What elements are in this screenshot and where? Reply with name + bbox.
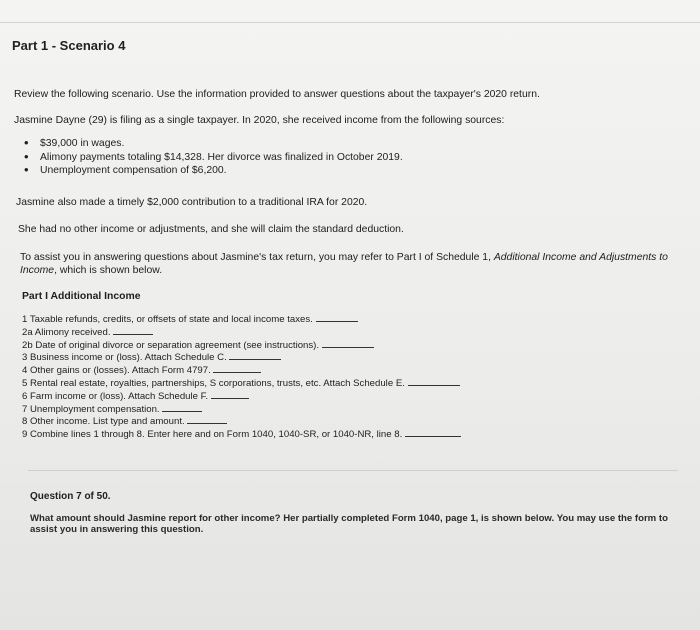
answer-blank xyxy=(322,339,374,348)
schedule-title-italic: Additional Income and Adjustments to Income xyxy=(20,252,668,276)
no-other-income-text: She had no other income or adjustments, and she will claim the standard deduction. xyxy=(18,224,404,235)
answer-blank xyxy=(162,403,202,412)
schedule-line: 5 Rental real estate, royalties, partnerships, S corporations, trusts, etc. Attach Schedule E. xyxy=(22,377,461,390)
answer-blank xyxy=(187,415,227,424)
schedule-line: 7 Unemployment compensation. xyxy=(22,403,461,416)
filing-text: Jasmine Dayne (29) is filing as a single taxpayer. In 2020, she received income from the following sources: xyxy=(14,115,505,126)
assist-suffix: , which is shown below. xyxy=(54,265,163,276)
answer-blank xyxy=(113,326,153,335)
schedule-lines xyxy=(22,313,461,441)
page-title: Part 1 - Scenario 4 xyxy=(12,38,126,53)
schedule-line: 1 Taxable refunds, credits, or offsets of state and local income taxes. xyxy=(22,313,461,326)
answer-blank xyxy=(316,313,358,322)
answer-blank xyxy=(211,390,249,399)
schedule-line: 6 Farm income or (loss). Attach Schedule F. xyxy=(22,390,461,403)
part-1-title: Part I Additional Income xyxy=(22,291,141,302)
section-divider xyxy=(28,470,678,471)
schedule-line: 8 Other income. List type and amount. xyxy=(22,415,461,428)
assist-prefix: To assist you in answering questions about Jasmine's tax return, you may refer to Part I of Schedule 1, xyxy=(20,252,494,263)
answer-blank xyxy=(213,364,261,373)
intro-text: Review the following scenario. Use the information provided to answer questions about the taxpayer's 2020 return. xyxy=(14,89,540,100)
answer-blank xyxy=(229,351,281,360)
income-sources-list xyxy=(22,137,403,178)
schedule-line: 2a Alimony received. xyxy=(22,326,461,339)
income-source-item: • Unemployment compensation of $6,200. xyxy=(22,164,403,178)
answer-blank xyxy=(405,428,461,437)
question-title: Question 7 of 50. xyxy=(30,491,111,502)
question-text: What amount should Jasmine report for other income? Her partially completed Form 1040, page 1, is shown below. You may use the form to assist you in answering this question. xyxy=(30,513,668,535)
schedule-line: 9 Combine lines 1 through 8. Enter here and on Form 1040, 1040-SR, or 1040-NR, line 8. xyxy=(22,428,461,441)
schedule-line: 2b Date of original divorce or separation agreement (see instructions). xyxy=(22,339,461,352)
schedule-line: 3 Business income or (loss). Attach Schedule C. xyxy=(22,351,461,364)
income-source-item: • $39,000 in wages. xyxy=(22,137,403,151)
answer-blank xyxy=(408,377,460,386)
income-source-item: • Alimony payments totaling $14,328. Her divorce was finalized in October 2019. xyxy=(22,151,403,165)
ira-text: Jasmine also made a timely $2,000 contribution to a traditional IRA for 2020. xyxy=(16,197,368,208)
top-divider xyxy=(0,22,700,23)
assist-text xyxy=(20,251,680,277)
schedule-line: 4 Other gains or (losses). Attach Form 4797. xyxy=(22,364,461,377)
